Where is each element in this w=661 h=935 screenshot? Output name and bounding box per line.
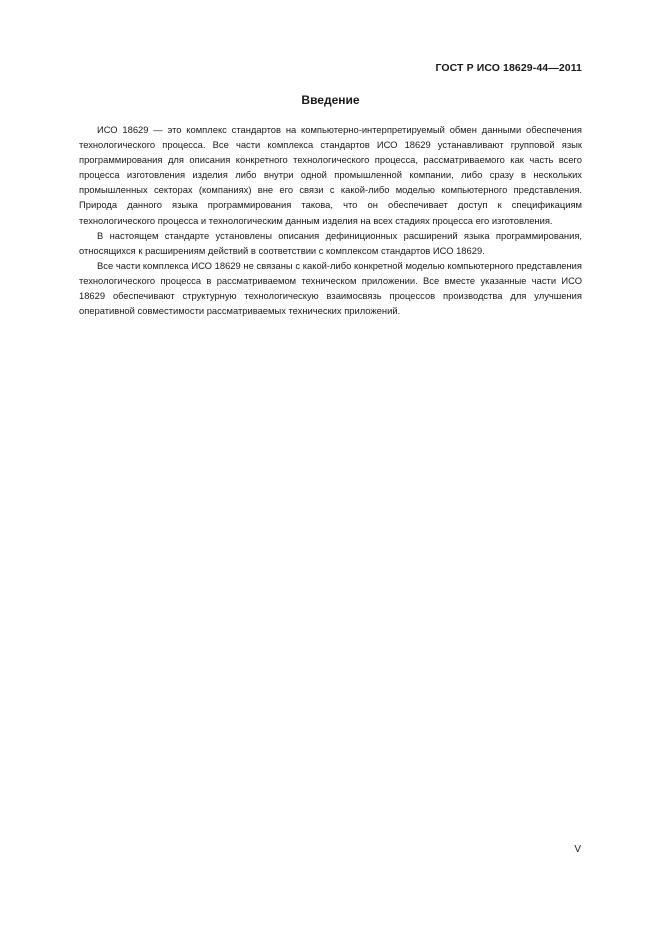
document-code-header: ГОСТ Р ИСО 18629-44—2011 <box>435 62 582 74</box>
section-body <box>79 122 582 318</box>
paragraph: ИСО 18629 — это комплекс стандартов на компьютерно-интерпретируемый обмен данными обеспечения технологического процесса. Все части комплекса стандартов ИСО 18629 устанавливают групповой язык программирования для описания конкретного технологического процесса, рассматриваемого как часть всего процесса изготовления изделия либо внутри одной промышленной компании, либо сразу в нескольких промышленных секторах (компаниях) вне его связи с какой-либо моделью компьютерного представления. Природа данного языка программирования такова, что он обеспечивает доступ к спецификациям технологического процесса и технологическим данным изделия на всех стадиях процесса его изготовления. <box>79 124 582 226</box>
paragraph: В настоящем стандарте установлены описания дефиниционных расширений языка программирования, относящихся к расширениям действий в соответствии с комплексом стандартов ИСО 18629. <box>79 229 582 256</box>
paragraph: Все части комплекса ИСО 18629 не связаны с какой-либо конкретной моделью компьютерного представления технологического процесса в рассматриваемом техническом приложении. Все вместе указанные части ИСО 18629 обеспечивают структурную технологическую взаимосвязь процессов производства для улучшения оперативной совместимости рассматриваемых технических приложений. <box>79 259 582 317</box>
section-title: Введение <box>301 93 360 107</box>
page-number: V <box>574 844 581 855</box>
